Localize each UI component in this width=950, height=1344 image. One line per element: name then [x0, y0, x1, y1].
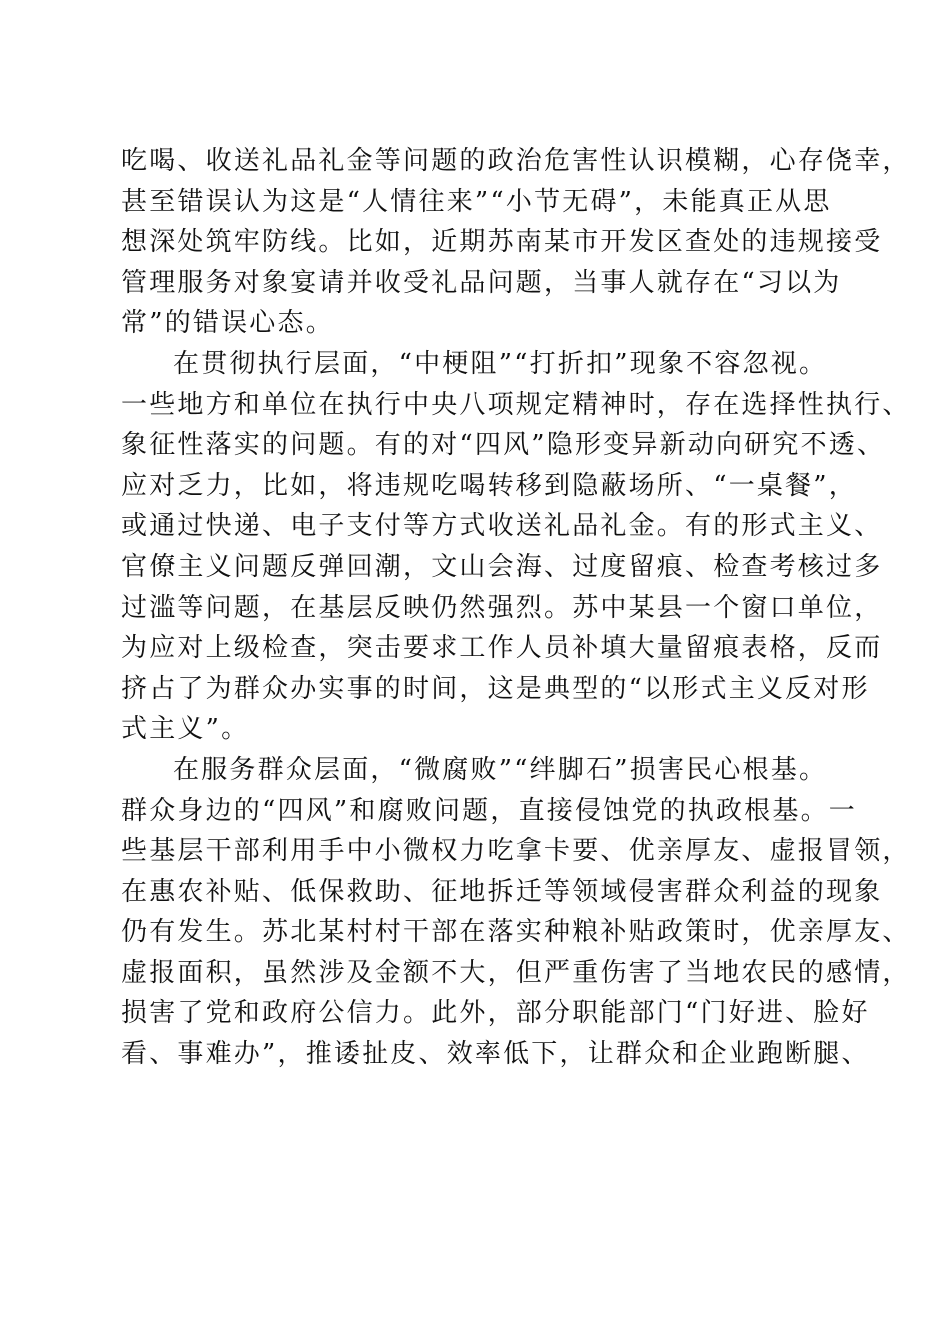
text-line: 过滥等问题，在基层反映仍然强烈。苏中某县一个窗口单位，: [121, 592, 883, 623]
text-line: 吃喝、收送礼品礼金等问题的政治危害性认识模糊，心存侥幸，: [121, 146, 911, 176]
text-line: 管理服务对象宴请并收受礼品问题，当事人就存在“习以为: [121, 267, 842, 298]
text-line: 一些地方和单位在执行中央八项规定精神时，存在选择性执行、: [121, 389, 911, 420]
text-line: 应对乏力，比如，将违规吃喝转移到隐蔽场所、“一桌餐”，: [121, 470, 857, 501]
text-line: 或通过快递、电子支付等方式收送礼品礼金。有的形式主义、: [121, 511, 883, 542]
text-line: 想深处筑牢防线。比如，近期苏南某市开发区查处的违规接受: [121, 227, 883, 258]
text-line: 看、事难办”，推诿扯皮、效率低下，让群众和企业跑断腿、: [121, 1039, 870, 1070]
paragraph-first-line: 在贯彻执行层面，“中梗阻”“打折扣”现象不容忽视。: [173, 348, 828, 379]
text-line: 在惠农补贴、低保救助、征地拆迁等领域侵害群众利益的现象: [121, 876, 883, 907]
text-line: 些基层干部利用手中小微权力吃拿卡要、优亲厚友、虚报冒领，: [121, 836, 911, 867]
text-line: 仍有发生。苏北某村村干部在落实种粮补贴政策时，优亲厚友、: [121, 917, 911, 948]
text-line: 虚报面积，虽然涉及金额不大，但严重伤害了当地农民的感情，: [121, 957, 911, 988]
text-line: 挤占了为群众办实事的时间，这是典型的“以形式主义反对形: [121, 673, 870, 704]
text-line: 群众身边的“四风”和腐败问题，直接侵蚀党的执政根基。一: [121, 795, 857, 826]
text-line: 官僚主义问题反弹回潮，文山会海、过度留痕、检查考核过多: [121, 551, 883, 582]
text-line: 甚至错误认为这是“人情往来”“小节无碍”，未能真正从思: [121, 186, 832, 217]
text-line: 常”的错误心态。: [121, 308, 334, 339]
paragraph-first-line: 在服务群众层面，“微腐败”“绊脚石”损害民心根基。: [173, 754, 828, 785]
document-body: [121, 141, 911, 1075]
text-line: 损害了党和政府公信力。此外，部分职能部门“门好进、脸好: [121, 998, 870, 1029]
text-line: 象征性落实的问题。有的对“四风”隐形变异新动向研究不透、: [121, 430, 886, 461]
text-line: 式主义”。: [121, 714, 250, 745]
text-line: 为应对上级检查，突击要求工作人员补填大量留痕表格，反而: [121, 633, 883, 664]
